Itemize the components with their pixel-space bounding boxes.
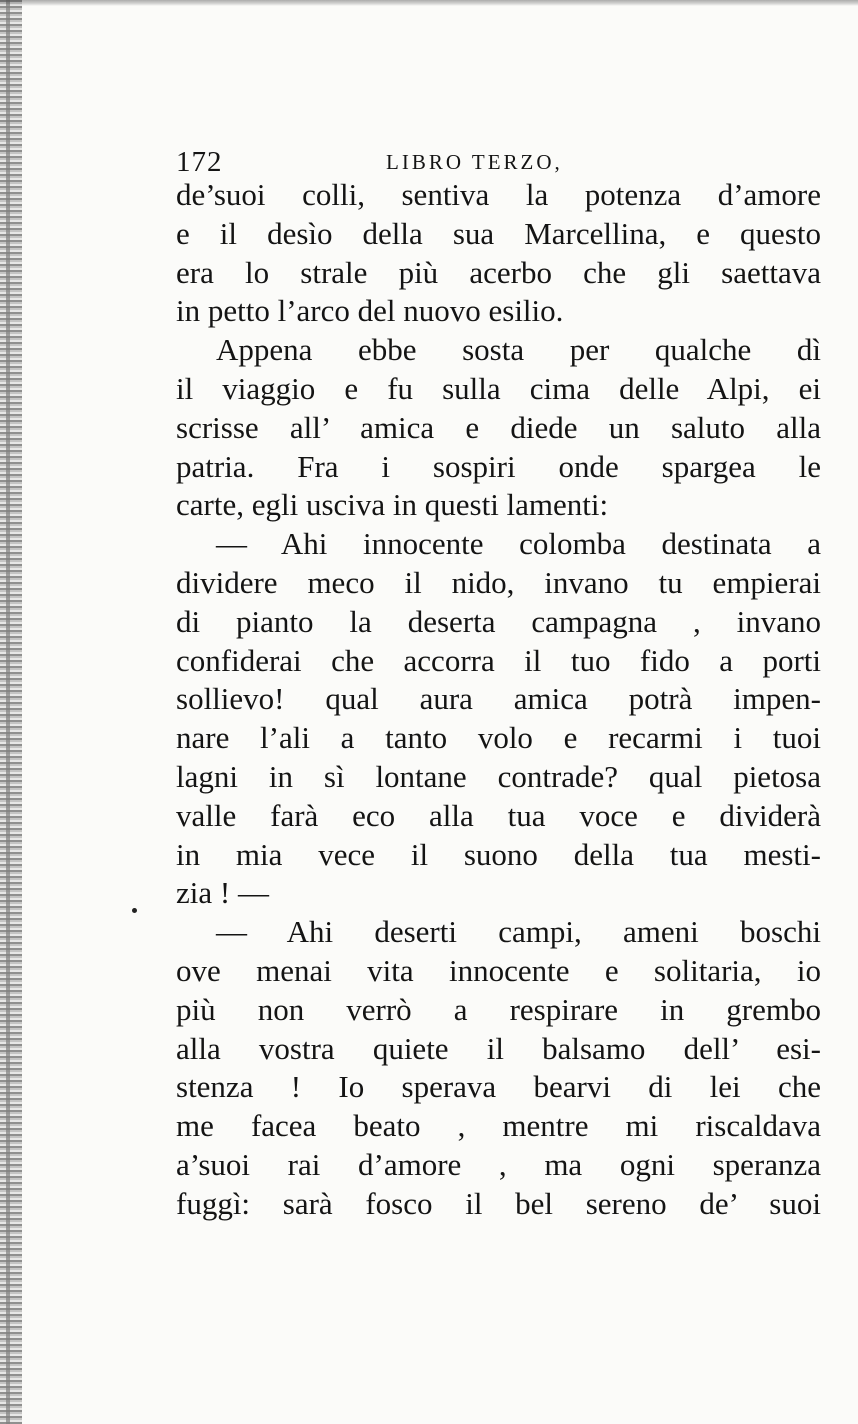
text-line: a’suoi rai d’amore , ma ogni speranza [176, 1146, 821, 1182]
text-line: dividere meco il nido, invano tu empierai [176, 564, 821, 600]
paragraph-start-line: — Ahi deserti campi, ameni boschi [216, 914, 821, 950]
text-line: scrisse all’ amica e diede un saluto alla [176, 409, 821, 445]
text-line: stenza ! Io sperava bearvi di lei che [176, 1069, 821, 1105]
paragraph-start-line: Appena ebbe sosta per qualche dì [216, 332, 821, 368]
text-line: il viaggio e fu sulla cima delle Alpi, ei [176, 370, 821, 406]
page-binding-edge [0, 0, 22, 1424]
text-line: alla vostra quiete il balsamo dell’ esi- [176, 1030, 821, 1066]
text-line: in mia vece il suono della tua mesti- [176, 836, 821, 872]
text-line: carte, egli usciva in questi lamenti: [176, 487, 609, 523]
text-line: fuggì: sarà fosco il bel sereno de’ suoi [176, 1185, 821, 1221]
page-top-edge [0, 0, 858, 6]
text-line: patria. Fra i sospiri onde spargea le [176, 448, 821, 484]
text-line: zia ! — [176, 875, 269, 911]
ink-speck [132, 908, 137, 913]
text-line: nare l’ali a tanto volo e recarmi i tuoi [176, 720, 821, 756]
text-line: in petto l’arco del nuovo esilio. [176, 293, 564, 329]
text-line: e il desìo della sua Marcellina, e questo [176, 215, 821, 251]
paragraph-start-line: — Ahi innocente colomba destinata a [216, 526, 821, 562]
text-line: ove menai vita innocente e solitaria, io [176, 952, 821, 988]
text-line: più non verrò a respirare in grembo [176, 991, 821, 1027]
text-line: valle farà eco alla tua voce e dividerà [176, 797, 821, 833]
text-line: di pianto la deserta campagna , invano [176, 603, 821, 639]
text-line: lagni in sì lontane contrade? qual pietosa [176, 758, 821, 794]
text-line: sollievo! qual aura amica potrà impen- [176, 681, 821, 717]
running-head: LIBRO TERZO, [386, 150, 563, 174]
text-line: de’suoi colli, sentiva la potenza d’amore [176, 177, 821, 212]
text-line: me facea beato , mentre mi riscaldava [176, 1108, 821, 1144]
text-line: era lo strale più acerbo che gli saettava [176, 254, 821, 290]
text-line: confiderai che accorra il tuo fido a porti [176, 642, 821, 678]
page-number: 172 [176, 146, 223, 178]
body-text [176, 176, 821, 1224]
